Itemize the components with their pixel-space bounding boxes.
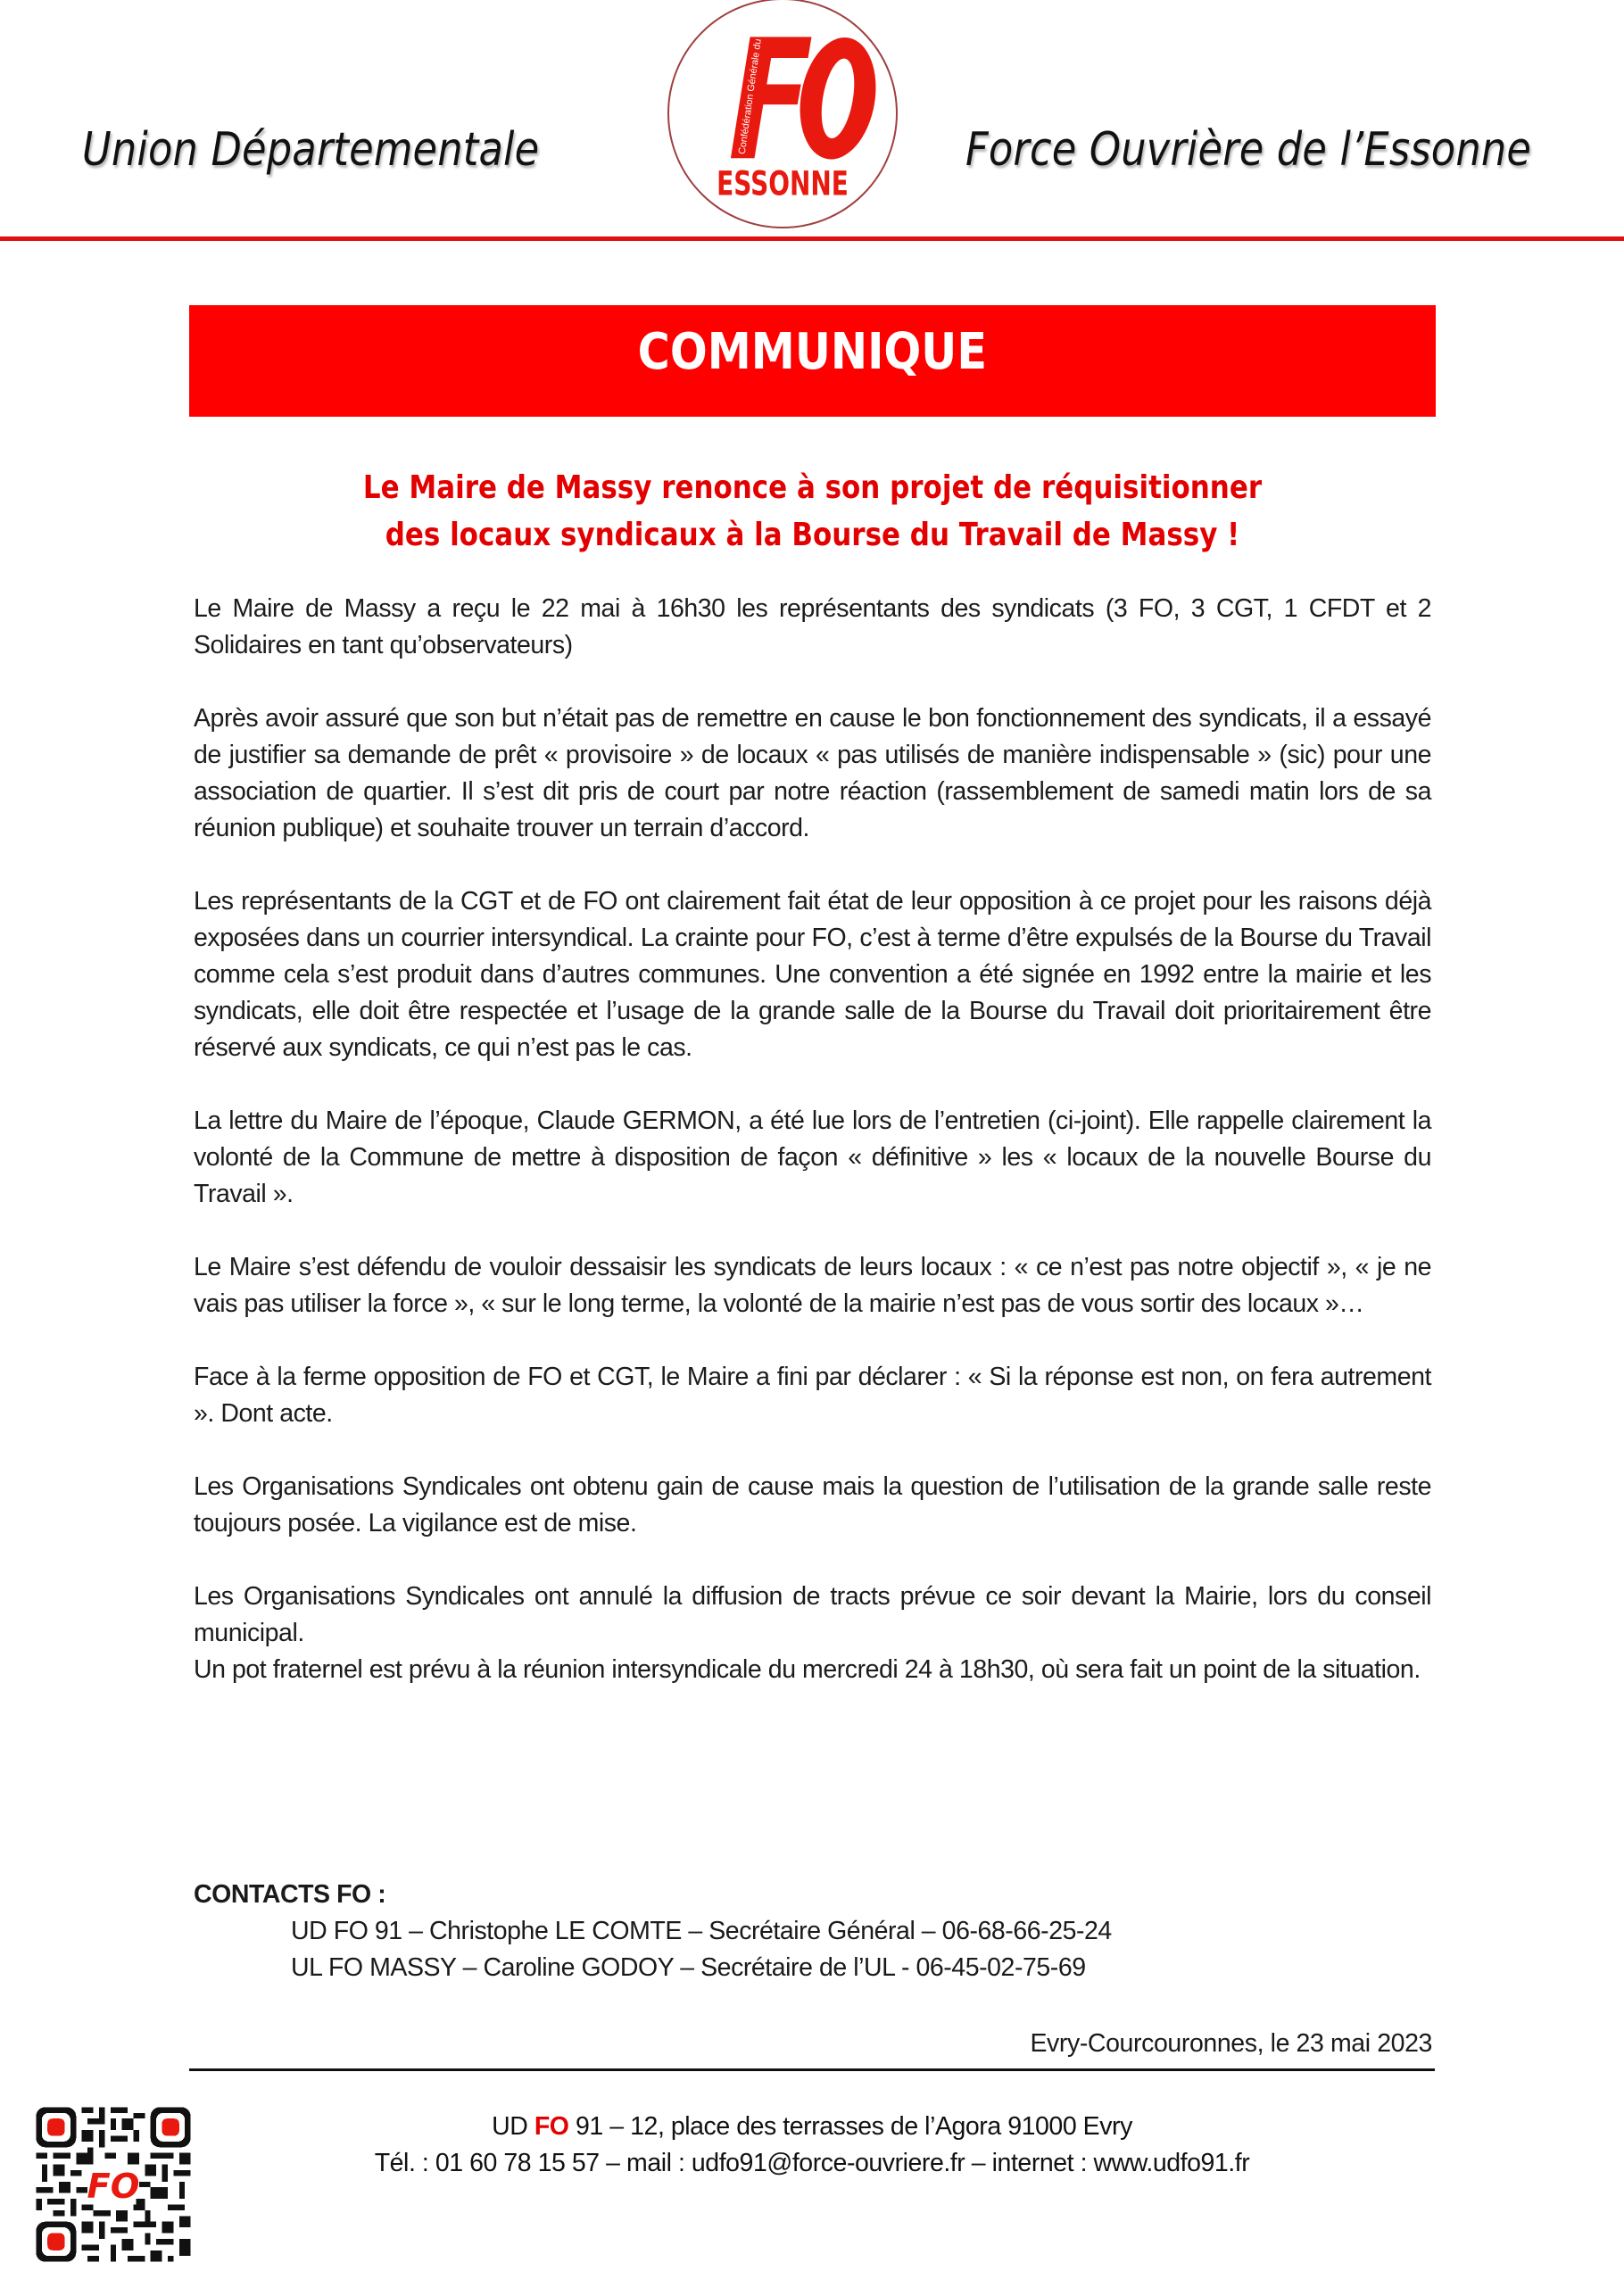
letterhead <box>0 0 1624 241</box>
contacts-section <box>194 1877 1431 1986</box>
contacts-title: CONTACTS FO : <box>194 1880 386 1909</box>
place-and-date: Evry-Courcouronnes, le 23 mai 2023 <box>1030 2029 1432 2058</box>
paragraph-2: Après avoir assuré que son but n’était pas de remettre en cause le bon fonctionnement des syndicats, il a essayé de justifier sa demande de prêt « provisoire » de locaux « pas utilisés de manière indispensable » (sic) pour une association de quartier. Il s’est dit pris de court par notre réaction (rassemblement de samedi matin lors de sa réunion publique) et souhaite trouver un terrain d’accord. <box>194 704 1431 842</box>
paragraph-9: Un pot fraternel est prévu à la réunion intersyndicale du mercredi 24 à 18h30, où sera fait un point de la situation. <box>194 1655 1421 1684</box>
paragraph-4: La lettre du Maire de l’époque, Claude GERMON, a été lue lors de l’entretien (ci-joint). Elle rappelle clairement la volonté de la Commune de mettre à disposition de façon « définitive » les « locaux de la nouvelle Bourse du Travail ». <box>194 1107 1431 1208</box>
contact-ud-fo-91: UD FO 91 – Christophe LE COMTE – Secrétaire Général – 06-68-66-25-24 <box>291 1917 1112 1945</box>
footer-address-line: UD FO 91 – 12, place des terrasses de l’Agora 91000 Evry <box>492 2112 1132 2141</box>
contact-ul-fo-massy: UL FO MASSY – Caroline GODOY – Secrétaire de l’UL - 06-45-02-75-69 <box>291 1953 1086 1982</box>
header-left-title: Union Départementale <box>82 123 540 177</box>
paragraph-1: Le Maire de Massy a reçu le 22 mai à 16h30 les représentants des syndicats (3 FO, 3 CGT, 1 CFDT et 2 Solidaires en tant qu’observateurs) <box>194 594 1431 659</box>
paragraph-7: Les Organisations Syndicales ont obtenu gain de cause mais la question de l’utilisation de la grande salle reste toujours posée. La vigilance est de mise. <box>194 1472 1431 1538</box>
headline-line-1: Le Maire de Massy renonce à son projet de réquisitionner <box>362 469 1263 506</box>
header-divider <box>0 236 1624 241</box>
paragraph-5: Le Maire s’est défendu de vouloir dessaisir les syndicats de leurs locaux : « ce n’est pas notre objectif », « je ne vais pas utiliser la force », « sur le long terme, la volonté de la mairie n’est pas de vous sortir des locaux »… <box>194 1253 1431 1318</box>
headline <box>189 464 1436 559</box>
footer-fo-mark: FO <box>534 2112 569 2141</box>
banner-title: COMMUNIQUE <box>637 323 988 381</box>
headline-line-2: des locaux syndicaux à la Bourse du Travail de Massy ! <box>385 517 1240 553</box>
svg-text:FO: FO <box>87 2166 140 2207</box>
svg-text:ESSONNE: ESSONNE <box>717 163 849 203</box>
fo-essonne-logo-icon <box>667 0 898 228</box>
qr-code-icon[interactable] <box>30 2101 196 2267</box>
paragraph-8: Les Organisations Syndicales ont annulé la diffusion de tracts prévue ce soir devant la Mairie, lors du conseil municipal. <box>194 1582 1431 1647</box>
communique-banner <box>189 305 1436 417</box>
footer-address <box>250 2109 1374 2182</box>
paragraph-3: Les représentants de la CGT et de FO ont clairement fait état de leur opposition à ce projet pour les raisons déjà exposées dans un courrier intersyndical. La crainte pour FO, c’est à terme d’être expulsés de la Bourse du Travail comme cela s’est produit dans d’autres communes. Une convention a été signée en 1992 entre la mairie et les syndicats, elle doit être respectée et l’usage de la grande salle de la Bourse du Travail doit prioritairement être réservé aux syndicats, ce qui n’est pas le cas. <box>194 887 1431 1062</box>
body-text <box>194 591 1431 1688</box>
footer-contact-line: Tél. : 01 60 78 15 57 – mail : udfo91@force-ouvriere.fr – internet : www.udfo91.fr <box>374 2149 1250 2177</box>
header-right-title: Force Ouvrière de l’Essonne <box>965 123 1532 177</box>
svg-text:Confédération Générale du Trav: Confédération Générale du Travail <box>736 7 768 155</box>
paragraph-6: Face à la ferme opposition de FO et CGT, le Maire a fini par déclarer : « Si la réponse est non, on fera autrement ». Dont acte. <box>194 1363 1431 1428</box>
footer-divider <box>189 2068 1435 2071</box>
